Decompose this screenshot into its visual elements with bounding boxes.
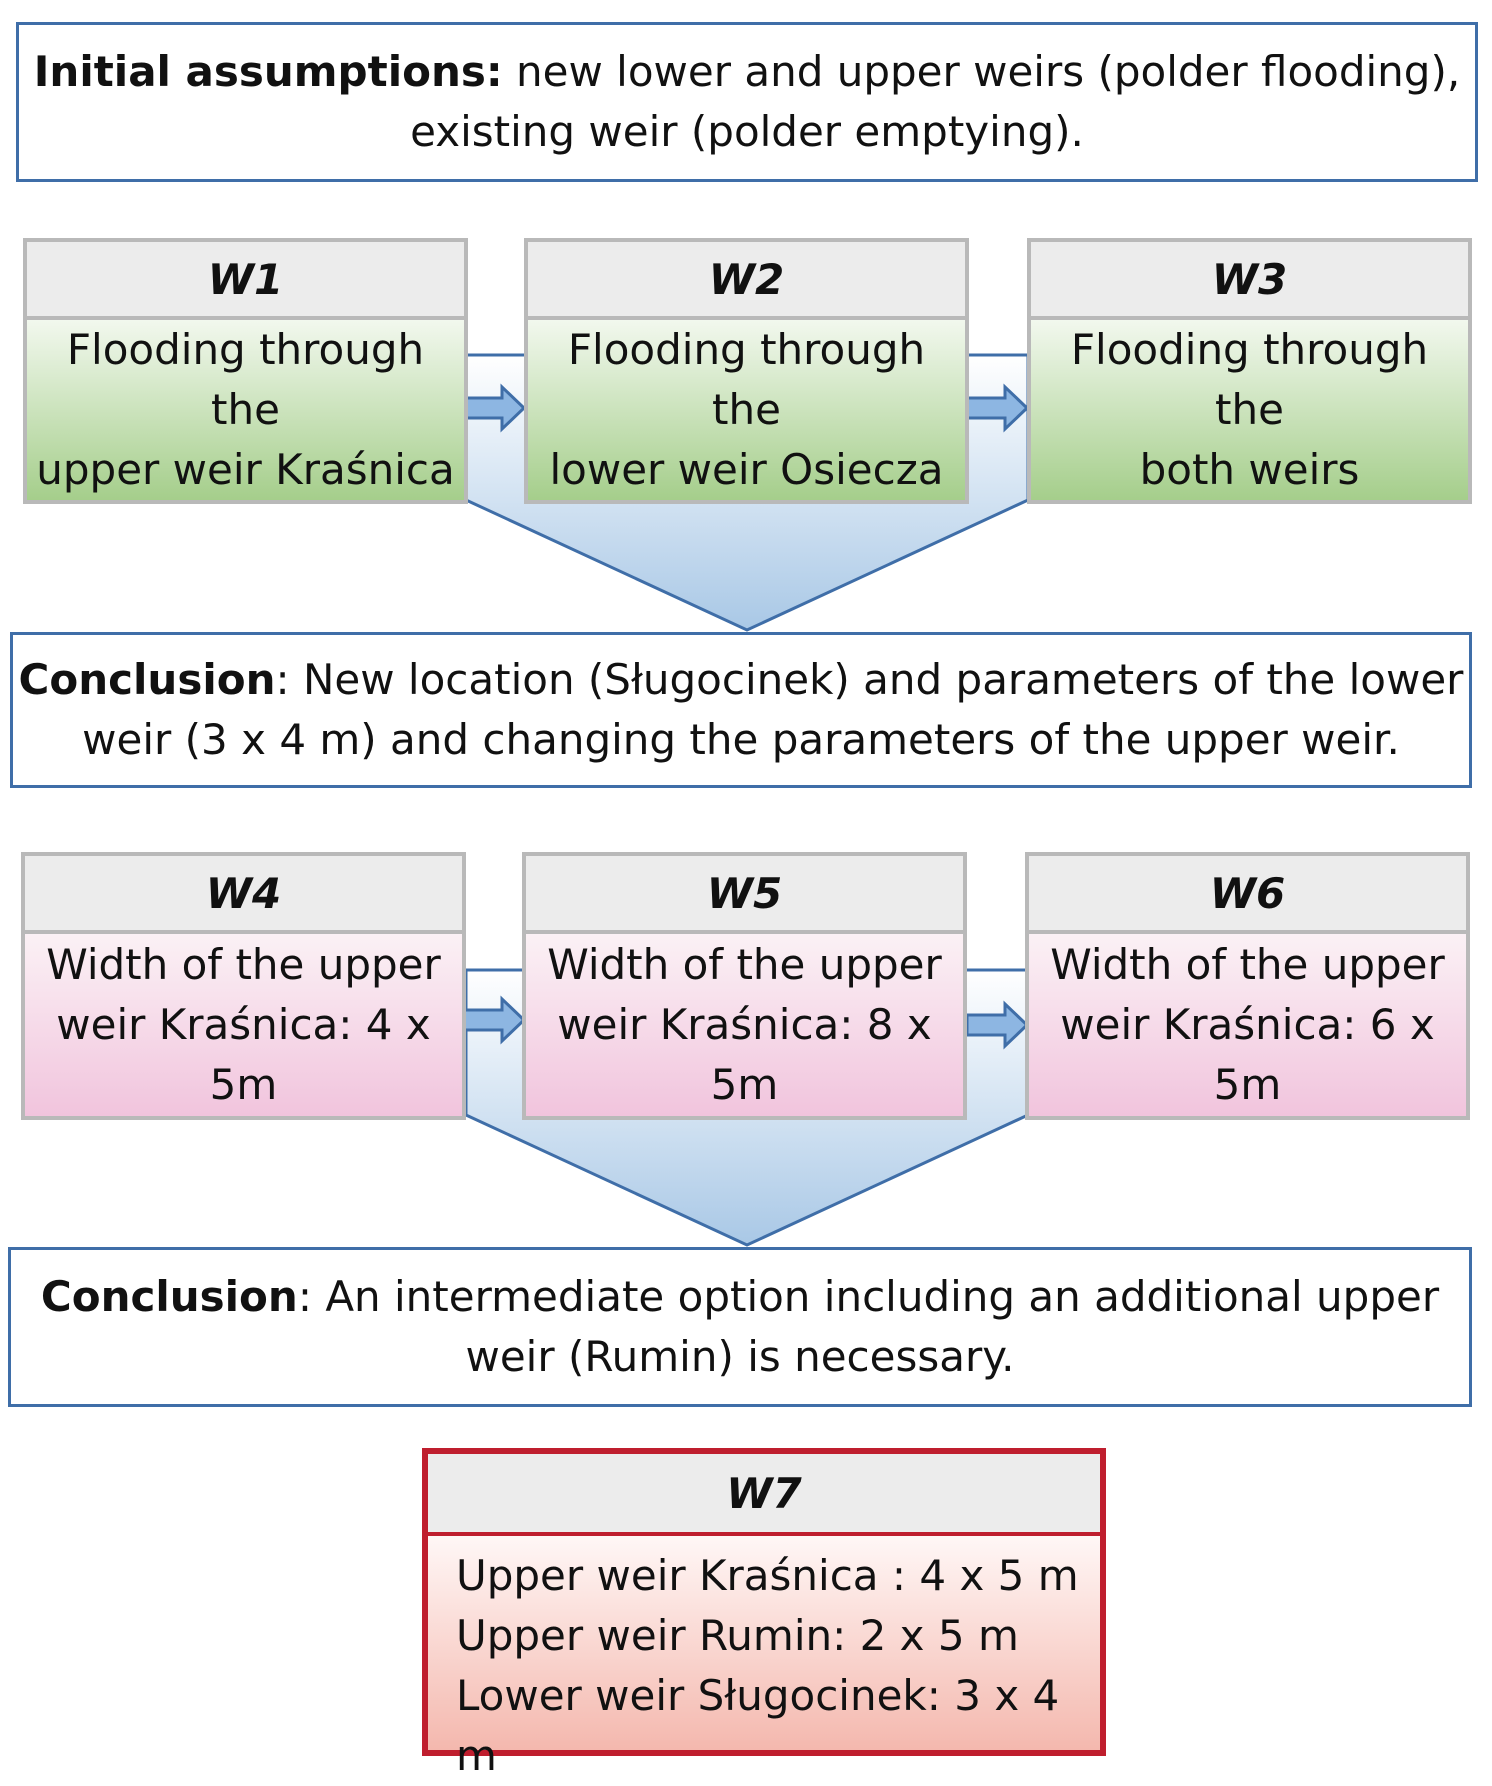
step-text-line: lower weir Osiecza <box>549 445 944 494</box>
step-text-line: upper weir Kraśnica <box>36 445 455 494</box>
step-description <box>25 934 462 1116</box>
step-text-line: Flooding through the <box>1070 325 1429 434</box>
initial-assumptions-text-2: existing weir (polder emptying). <box>410 107 1084 156</box>
step-title: W2 <box>528 242 965 320</box>
conclusion-text-1: : New location (Sługocinek) and parameters of the lower <box>275 655 1464 704</box>
step-card-w1 <box>23 238 468 504</box>
step-text-line: Flooding through the <box>66 325 425 434</box>
step-card-w3 <box>1027 238 1472 504</box>
conclusion-box-1 <box>10 632 1472 788</box>
final-option-box <box>422 1448 1106 1780</box>
step-text-line: both weirs <box>1139 445 1360 494</box>
initial-assumptions-heading: Initial assumptions: <box>33 47 503 96</box>
step-card-w2 <box>524 238 969 504</box>
step-description <box>528 320 965 500</box>
step-text-line: Width of the upper <box>1050 940 1445 989</box>
final-option-line: Upper weir Kraśnica : 4 x 5 m <box>456 1551 1079 1600</box>
final-option-title: W7 <box>428 1454 1100 1536</box>
conclusion-text-2: weir (Rumin) is necessary. <box>465 1332 1015 1381</box>
conclusion-text-2: weir (3 x 4 m) and changing the parameters of the upper weir. <box>82 715 1400 764</box>
final-option-line: Upper weir Rumin: 2 x 5 m <box>456 1611 1019 1660</box>
step-title: W5 <box>526 856 963 934</box>
step-card-w4 <box>21 852 466 1120</box>
step-title: W3 <box>1031 242 1468 320</box>
step-title: W6 <box>1029 856 1466 934</box>
step-text-line: weir Kraśnica: 6 x 5m <box>1060 1000 1435 1109</box>
step-text-line: Width of the upper <box>547 940 942 989</box>
step-text-line: weir Kraśnica: 4 x 5m <box>56 1000 431 1109</box>
conclusion-heading: Conclusion <box>40 1272 298 1321</box>
initial-assumptions-box <box>16 22 1478 182</box>
step-title: W1 <box>27 242 464 320</box>
final-option-details <box>428 1536 1100 1780</box>
initial-assumptions-text-1: new lower and upper weirs (polder flooding), <box>502 47 1461 96</box>
conclusion-box-2 <box>8 1247 1472 1407</box>
step-card-w5 <box>522 852 967 1120</box>
step-description <box>526 934 963 1116</box>
step-text-line: Width of the upper <box>46 940 441 989</box>
conclusion-heading: Conclusion <box>18 655 276 704</box>
step-description <box>1031 320 1468 500</box>
conclusion-text-1: : An intermediate option including an additional upper <box>297 1272 1440 1321</box>
step-description <box>1029 934 1466 1116</box>
step-card-w6 <box>1025 852 1470 1120</box>
step-text-line: Flooding through the <box>567 325 926 434</box>
step-text-line: weir Kraśnica: 8 x 5m <box>557 1000 932 1109</box>
step-title: W4 <box>25 856 462 934</box>
step-description <box>27 320 464 500</box>
final-option-line: Lower weir Sługocinek: 3 x 4 m <box>456 1671 1060 1780</box>
